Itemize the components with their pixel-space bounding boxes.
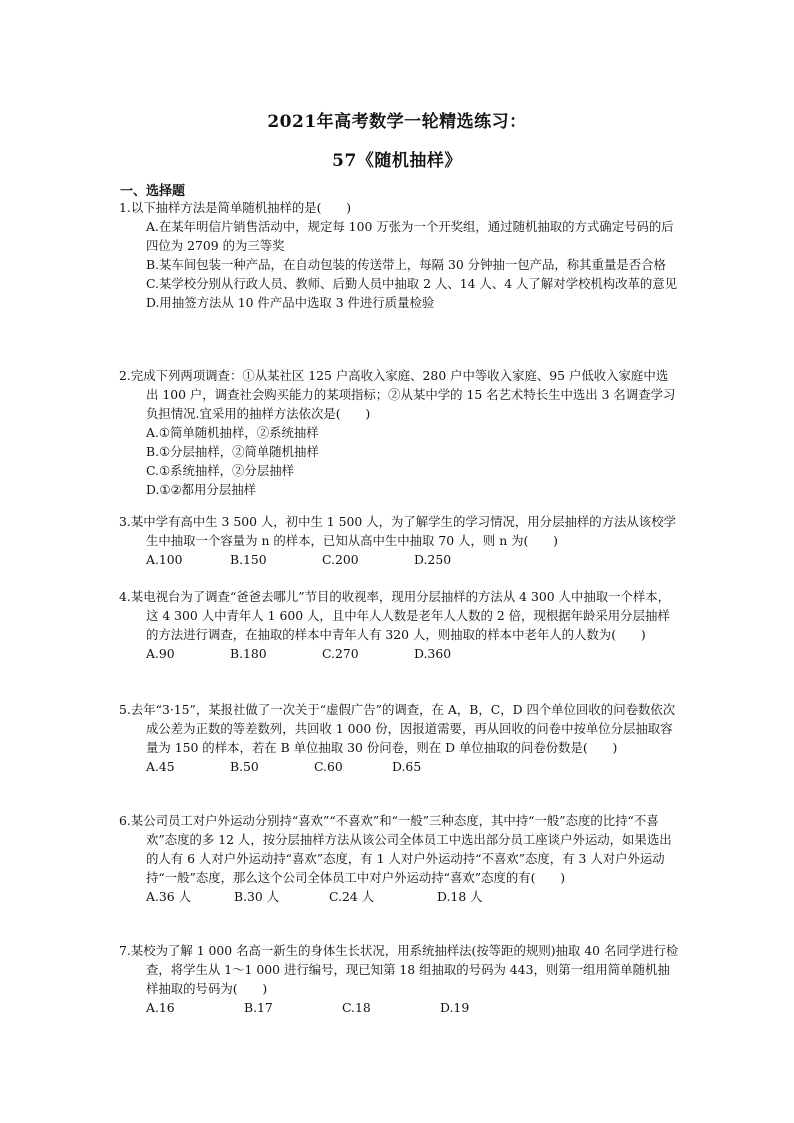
option-d: D.19 — [440, 1000, 470, 1015]
option-b: B.150 — [230, 552, 267, 567]
option-a: A.100 — [146, 552, 183, 567]
option-c: C.①系统抽样，②分层抽样 — [146, 463, 294, 478]
question-6 — [119, 811, 679, 906]
option-d: D.250 — [414, 552, 452, 567]
option-b: B.50 — [230, 759, 259, 774]
section-heading: 一、选择题 — [120, 184, 186, 199]
option-d: D.18 人 — [437, 889, 483, 904]
option-c: C.60 — [314, 759, 343, 774]
option-d: D.65 — [392, 759, 422, 774]
document-title: 2021年高考数学一轮精选练习： — [267, 112, 527, 132]
question-stem: 2.完成下列两项调查：①从某社区 125 户高收入家庭、280 户中等收入家庭、95 户低收入家庭中选出 100 户，调查社会购买能力的某项指标；②从某中学的 15 名艺术特长生中选出 3 名调查学习负担情况.宜采用的抽样方法依次是( ) — [119, 368, 676, 421]
option-a: A.①简单随机抽样，②系统抽样 — [146, 425, 319, 440]
question-4 — [119, 587, 679, 663]
option-a: A.90 — [146, 646, 175, 661]
question-stem: 4.某电视台为了调查“爸爸去哪儿”节目的收视率，现用分层抽样的方法从 4 300 人中抽取一个样本，这 4 300 人中青年人 1 600 人，且中年人人数是老年人人数的 2 倍，现根据年龄采用分层抽样的方法进行调查，在抽取的样本中青年人有 320 人，则抽取的样本中老年人的人数为( ) — [119, 589, 671, 642]
question-7 — [119, 941, 679, 1017]
option-a: A.45 — [146, 759, 175, 774]
option-b: B.180 — [230, 646, 267, 661]
option-b: B.某车间包装一种产品，在自动包装的传送带上，每隔 30 分钟抽一包产品，称其重量是否合格 — [146, 257, 666, 272]
option-a: A.在某年明信片销售活动中，规定每 100 万张为一个开奖组，通过随机抽取的方式确定号码的后四位为 2709 的为三等奖 — [146, 219, 674, 253]
question-5 — [119, 700, 679, 776]
question-stem: 6.某公司员工对户外运动分别持“喜欢”“不喜欢”和“一般”三种态度，其中持“一般”态度的比持“不喜欢”态度的多 12 人，按分层抽样方法从该公司全体员工中选出部分员工座谈户外运动，如果选出的人有 6 人对户外运动持“喜欢”态度，有 1 人对户外运动持“不喜欢”态度，有 3 人对户外运动持“一般”态度，那么这个公司全体员工中对户外运动持“喜欢”态度的有( ) — [119, 813, 672, 885]
document-subtitle: 57《随机抽样》 — [332, 151, 462, 171]
question-1 — [119, 198, 679, 312]
option-d: D.①②都用分层抽样 — [146, 482, 256, 497]
option-d: D.用抽签方法从 10 件产品中选取 3 件进行质量检验 — [146, 295, 435, 310]
question-stem: 5.去年“3·15”，某报社做了一次关于“虚假广告”的调查，在 A，B，C，D 四个单位回收的问卷数依次成公差为正数的等差数列，共回收 1 000 份，因报道需要，再从回收的问卷中按单位分层抽取容量为 150 的样本，若在 B 单位抽取 30 份问卷，则在 D 单位抽取的问卷份数是( ) — [119, 702, 676, 755]
question-2 — [119, 366, 679, 499]
options-row — [119, 757, 679, 776]
question-stem: 1.以下抽样方法是简单随机抽样的是( ) — [119, 200, 352, 215]
option-b: B.17 — [244, 1000, 273, 1015]
option-c: C.18 — [342, 1000, 371, 1015]
option-c: C.24 人 — [329, 889, 375, 904]
option-d: D.360 — [414, 646, 452, 661]
options-row — [119, 644, 679, 663]
option-c: C.270 — [322, 646, 359, 661]
question-stem: 3.某中学有高中生 3 500 人，初中生 1 500 人，为了解学生的学习情况，用分层抽样的方法从该校学生中抽取一个容量为 n 的样本，已知从高中生中抽取 70 人，则 n 为( ) — [119, 514, 676, 548]
option-a: A.16 — [146, 1000, 175, 1015]
options-row — [119, 887, 679, 906]
options-row — [119, 550, 679, 569]
question-stem: 7.某校为了解 1 000 名高一新生的身体生长状况，用系统抽样法(按等距的规则)抽取 40 名同学进行检查，将学生从 1～1 000 进行编号，现已知第 18 组抽取的号码为 443，则第一组用简单随机抽样抽取的号码为( ) — [119, 943, 679, 996]
option-c: C.200 — [322, 552, 359, 567]
option-b: B.30 人 — [234, 889, 280, 904]
options-row — [119, 998, 679, 1017]
option-a: A.36 人 — [146, 889, 191, 904]
question-3 — [119, 512, 679, 569]
option-c: C.某学校分别从行政人员、教师、后勤人员中抽取 2 人、14 人、4 人了解对学校机构改革的意见 — [146, 276, 678, 291]
option-b: B.①分层抽样，②简单随机抽样 — [146, 444, 319, 459]
